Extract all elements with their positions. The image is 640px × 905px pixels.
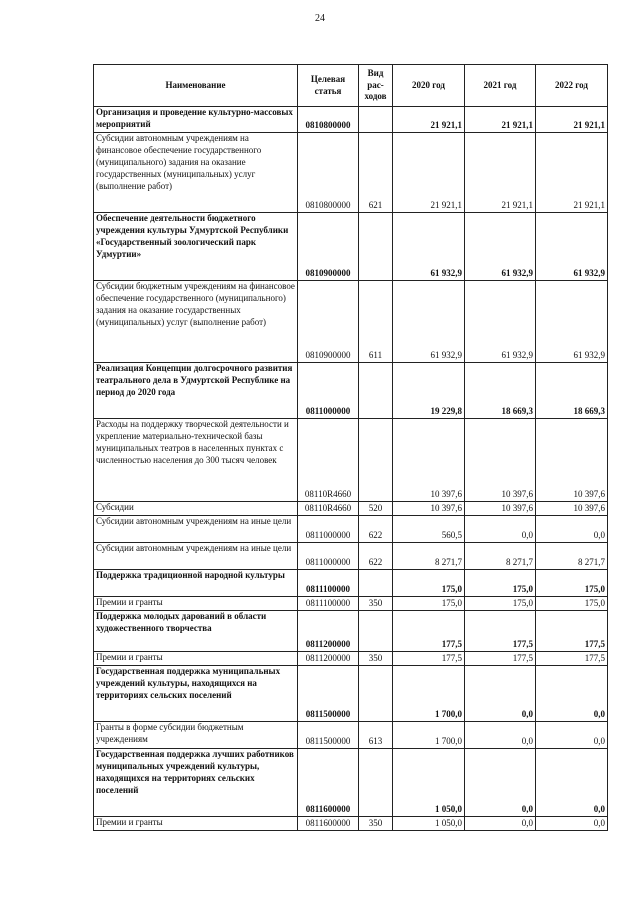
row-value-2022: 18 669,3: [536, 363, 608, 419]
row-value-2021: 175,0: [465, 597, 536, 611]
table-row: [94, 213, 608, 281]
row-expense-type: [359, 107, 393, 133]
row-name: Организация и проведение культурно-массовых мероприятий: [94, 107, 298, 133]
row-name: Субсидии: [94, 502, 298, 516]
table-row: [94, 516, 608, 543]
row-value-2022: 0,0: [536, 817, 608, 831]
row-value-2022: 0,0: [536, 722, 608, 749]
row-target-article: 0811000000: [298, 516, 359, 543]
row-expense-type: [359, 749, 393, 817]
row-value-2022: 8 271,7: [536, 543, 608, 570]
header-2021: 2021 год: [465, 65, 536, 107]
row-target-article: 0811200000: [298, 652, 359, 666]
row-value-2020: 1 050,0: [393, 817, 465, 831]
table-row: [94, 749, 608, 817]
row-value-2022: 21 921,1: [536, 133, 608, 213]
row-value-2021: 10 397,6: [465, 419, 536, 502]
row-value-2021: 177,5: [465, 611, 536, 652]
table-row: [94, 502, 608, 516]
table-row: [94, 597, 608, 611]
row-target-article: 0811100000: [298, 570, 359, 597]
row-name: Премии и гранты: [94, 817, 298, 831]
row-target-article: 0811600000: [298, 817, 359, 831]
row-name: Расходы на поддержку творческой деятельности и укрепление материально-технической базы муниципальных театров в населенных пунктах с численностью населения до 300 тысяч человек: [94, 419, 298, 502]
row-name: Субсидии автономным учреждениям на иные цели: [94, 543, 298, 570]
row-expense-type: 622: [359, 543, 393, 570]
row-name: Государственная поддержка муниципальных учреждений культуры, находящихся на территориях сельских поселений: [94, 666, 298, 722]
row-target-article: 0810800000: [298, 107, 359, 133]
row-expense-type: 520: [359, 502, 393, 516]
row-value-2021: 21 921,1: [465, 107, 536, 133]
row-expense-type: [359, 363, 393, 419]
row-name: Гранты в форме субсидии бюджетным учреждениям: [94, 722, 298, 749]
row-value-2020: 19 229,8: [393, 363, 465, 419]
row-target-article: 0811600000: [298, 749, 359, 817]
row-value-2022: 61 932,9: [536, 281, 608, 363]
row-value-2022: 175,0: [536, 597, 608, 611]
row-value-2021: 175,0: [465, 570, 536, 597]
table-row: [94, 419, 608, 502]
row-value-2022: 0,0: [536, 666, 608, 722]
row-value-2020: 175,0: [393, 597, 465, 611]
row-name: Премии и гранты: [94, 652, 298, 666]
row-target-article: 0811500000: [298, 722, 359, 749]
row-name: Государственная поддержка лучших работников муниципальных учреждений культуры, находящихся на территориях сельских поселений: [94, 749, 298, 817]
row-target-article: 0810900000: [298, 213, 359, 281]
row-value-2022: 61 932,9: [536, 213, 608, 281]
table-row: [94, 611, 608, 652]
row-name: Реализация Концепции долгосрочного развития театрального дела в Удмуртской Республике на период до 2020 года: [94, 363, 298, 419]
row-expense-type: 613: [359, 722, 393, 749]
row-expense-type: [359, 611, 393, 652]
row-value-2020: 560,5: [393, 516, 465, 543]
row-name: Поддержка традиционной народной культуры: [94, 570, 298, 597]
row-value-2022: 177,5: [536, 611, 608, 652]
table-row: [94, 133, 608, 213]
row-value-2020: 21 921,1: [393, 133, 465, 213]
row-name: Субсидии автономным учреждениям на финансовое обеспечение государственного (муниципального) задания на оказание государственных (муниципальных) услуг (выполнение работ): [94, 133, 298, 213]
row-target-article: 0810900000: [298, 281, 359, 363]
row-expense-type: [359, 419, 393, 502]
row-value-2021: 177,5: [465, 652, 536, 666]
row-value-2020: 1 700,0: [393, 722, 465, 749]
row-value-2020: 175,0: [393, 570, 465, 597]
header-target-article: Целевая статья: [298, 65, 359, 107]
row-value-2020: 10 397,6: [393, 502, 465, 516]
header-row: [94, 65, 608, 107]
row-value-2021: 18 669,3: [465, 363, 536, 419]
row-expense-type: 350: [359, 597, 393, 611]
row-value-2020: 177,5: [393, 652, 465, 666]
row-value-2021: 0,0: [465, 817, 536, 831]
row-value-2021: 61 932,9: [465, 213, 536, 281]
table-row: [94, 281, 608, 363]
row-value-2020: 21 921,1: [393, 107, 465, 133]
row-value-2022: 177,5: [536, 652, 608, 666]
table-row: [94, 652, 608, 666]
table-row: [94, 107, 608, 133]
row-name: Поддержка молодых дарований в области художественного творчества: [94, 611, 298, 652]
row-value-2022: 0,0: [536, 516, 608, 543]
row-expense-type: 611: [359, 281, 393, 363]
row-expense-type: [359, 666, 393, 722]
row-name: Обеспечение деятельности бюджетного учреждения культуры Удмуртской Республики «Государственный зоологический парк Удмуртии»: [94, 213, 298, 281]
row-value-2022: 10 397,6: [536, 502, 608, 516]
row-target-article: 0811000000: [298, 363, 359, 419]
row-value-2020: 61 932,9: [393, 213, 465, 281]
row-value-2021: 0,0: [465, 516, 536, 543]
table-row: [94, 570, 608, 597]
row-value-2022: 21 921,1: [536, 107, 608, 133]
row-target-article: 0811000000: [298, 543, 359, 570]
row-value-2021: 0,0: [465, 666, 536, 722]
row-value-2020: 61 932,9: [393, 281, 465, 363]
row-target-article: 0811100000: [298, 597, 359, 611]
row-value-2021: 0,0: [465, 749, 536, 817]
budget-table: [93, 64, 608, 831]
row-expense-type: [359, 570, 393, 597]
row-expense-type: [359, 213, 393, 281]
row-value-2021: 10 397,6: [465, 502, 536, 516]
table-row: [94, 543, 608, 570]
row-expense-type: 621: [359, 133, 393, 213]
row-target-article: 0810800000: [298, 133, 359, 213]
row-value-2021: 8 271,7: [465, 543, 536, 570]
table-row: [94, 363, 608, 419]
header-expense-type: Вид рас-ходов: [359, 65, 393, 107]
row-expense-type: 622: [359, 516, 393, 543]
row-value-2020: 8 271,7: [393, 543, 465, 570]
row-value-2021: 21 921,1: [465, 133, 536, 213]
row-value-2020: 1 700,0: [393, 666, 465, 722]
row-value-2022: 10 397,6: [536, 419, 608, 502]
row-value-2022: 175,0: [536, 570, 608, 597]
table-row: [94, 817, 608, 831]
row-value-2021: 61 932,9: [465, 281, 536, 363]
row-expense-type: 350: [359, 652, 393, 666]
header-2020: 2020 год: [393, 65, 465, 107]
row-value-2021: 0,0: [465, 722, 536, 749]
row-name: Премии и гранты: [94, 597, 298, 611]
row-target-article: 0811200000: [298, 611, 359, 652]
page-number: 24: [315, 13, 325, 24]
row-name: Субсидии бюджетным учреждениям на финансовое обеспечение государственного (муниципального) задания на оказание государственных (муниципальных) услуг (выполнение работ): [94, 281, 298, 363]
header-2022: 2022 год: [536, 65, 608, 107]
table-row: [94, 666, 608, 722]
row-target-article: 0811500000: [298, 666, 359, 722]
row-value-2020: 177,5: [393, 611, 465, 652]
table-row: [94, 722, 608, 749]
row-value-2020: 1 050,0: [393, 749, 465, 817]
row-target-article: 08110R4660: [298, 419, 359, 502]
row-target-article: 08110R4660: [298, 502, 359, 516]
header-name: Наименование: [94, 65, 298, 107]
row-name: Субсидии автономным учреждениям на иные цели: [94, 516, 298, 543]
row-value-2022: 0,0: [536, 749, 608, 817]
row-expense-type: 350: [359, 817, 393, 831]
row-value-2020: 10 397,6: [393, 419, 465, 502]
